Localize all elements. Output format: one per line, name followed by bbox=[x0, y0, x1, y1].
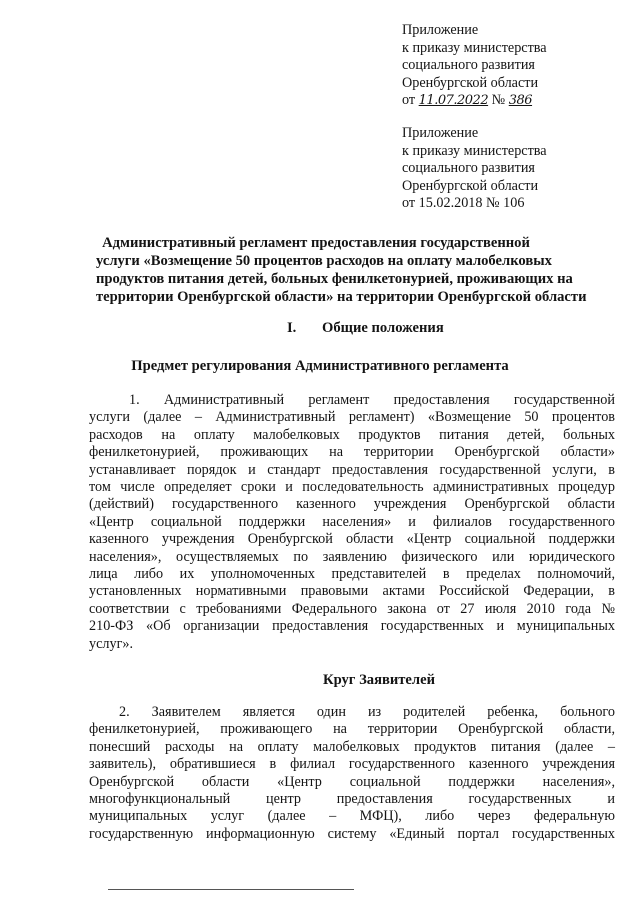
subsection-heading: Предмет регулирования Административного регламента bbox=[131, 358, 509, 374]
paragraph-line: фенилкетонурией, проживающего на территории Оренбургской области, bbox=[89, 721, 615, 738]
paragraph-line: 2. Заявителем является один из родителей ребенка, больного bbox=[119, 704, 615, 720]
title-line: Административный регламент предоставления государственной bbox=[102, 235, 530, 251]
stamp-line: Оренбургской области bbox=[402, 177, 539, 194]
footnote-divider bbox=[108, 889, 354, 890]
stamp-line: социального развития bbox=[402, 160, 535, 177]
paragraph-line: «Центр социальной поддержки населения» и филиалов государственного bbox=[89, 513, 615, 530]
paragraph-2 bbox=[89, 704, 615, 843]
paragraph-line: понесший расходы на оплату малобелковых продуктов питания (далее – bbox=[89, 738, 615, 755]
paragraph-line: 210-ФЗ «Об организации предоставления государственных и муниципальных bbox=[89, 618, 615, 635]
section-number: I. bbox=[287, 320, 297, 336]
paragraph-line: казенного учреждения Оренбургской области «Центр социальной поддержки bbox=[89, 531, 615, 548]
paragraph-line: услуги (далее – Административный регламент) «Возмещение 50 процентов bbox=[89, 409, 615, 426]
paragraph-line: населения», осуществляемых по заявлению физического или юридического bbox=[89, 548, 615, 565]
stamp-line: социального развития bbox=[402, 57, 535, 74]
approval-stamp-previous bbox=[402, 125, 547, 213]
subsection-heading: Круг Заявителей bbox=[323, 672, 435, 688]
paragraph-line: муниципальных услуг (далее – МФЦ), либо через федеральную bbox=[89, 808, 615, 825]
paragraph-line: установленных нормативными правовыми актами Российской Федерации, в bbox=[89, 583, 615, 600]
paragraph-line: Оренбургской области «Центр социальной поддержки населения», bbox=[89, 773, 615, 790]
stamp-line: Приложение bbox=[402, 22, 479, 38]
paragraph-1 bbox=[89, 392, 615, 653]
document-title bbox=[96, 234, 587, 306]
paragraph-line: (действий) государственного казенного учреждения Оренбургской области bbox=[89, 496, 615, 513]
title-line: территории Оренбургской области» на территории Оренбургской области bbox=[96, 289, 587, 305]
title-line: услуги «Возмещение 50 процентов расходов на оплату малобелковых bbox=[96, 253, 552, 269]
paragraph-line: заявитель), обратившиеся в филиал государственного казенного учреждения bbox=[89, 756, 615, 773]
paragraph-line: многофункциональный центр предоставления государственных и bbox=[89, 791, 615, 808]
paragraph-line: услуг». bbox=[89, 635, 134, 652]
paragraph-line: расходов на оплату малобелковых продуктов питания детей, больных bbox=[89, 426, 615, 443]
paragraph-line: том числе определяет сроки и последовательность административных процедур bbox=[89, 479, 615, 496]
stamp-line: Приложение bbox=[402, 125, 479, 141]
stamp-line: к приказу министерства bbox=[402, 39, 547, 56]
paragraph-line: 1. Административный регламент предоставления государственной bbox=[129, 392, 615, 408]
number-sign: № bbox=[491, 92, 506, 109]
paragraph-line: фенилкетонурией, проживающих на территории Оренбургской области» bbox=[89, 444, 615, 461]
handwritten-date: 11.07.2022 bbox=[418, 93, 489, 109]
paragraph-line: соответствии с требованиями Федерального закона от 27 июля 2010 года № bbox=[89, 600, 615, 617]
title-line: продуктов питания детей, больных фенилкетонурией, проживающих на bbox=[96, 271, 573, 287]
section-title: Общие положения bbox=[322, 320, 444, 336]
stamp-line: Оренбургской области bbox=[402, 74, 539, 91]
approval-stamp-current bbox=[402, 22, 547, 110]
handwritten-number: 386 bbox=[508, 93, 533, 109]
paragraph-line: устанавливает порядок и стандарт предоставления государственной услуги, в bbox=[89, 461, 615, 478]
stamp-line: к приказу министерства bbox=[402, 142, 547, 159]
stamp-line: от 15.02.2018 № 106 bbox=[402, 195, 525, 212]
paragraph-line: государственную информационную систему «Единый портал государственных bbox=[89, 825, 615, 842]
stamp-prefix: от bbox=[402, 92, 416, 109]
paragraph-line: лица либо их уполномоченных представителей в пределах полномочий, bbox=[89, 566, 615, 583]
stamp-date-line bbox=[402, 92, 547, 110]
